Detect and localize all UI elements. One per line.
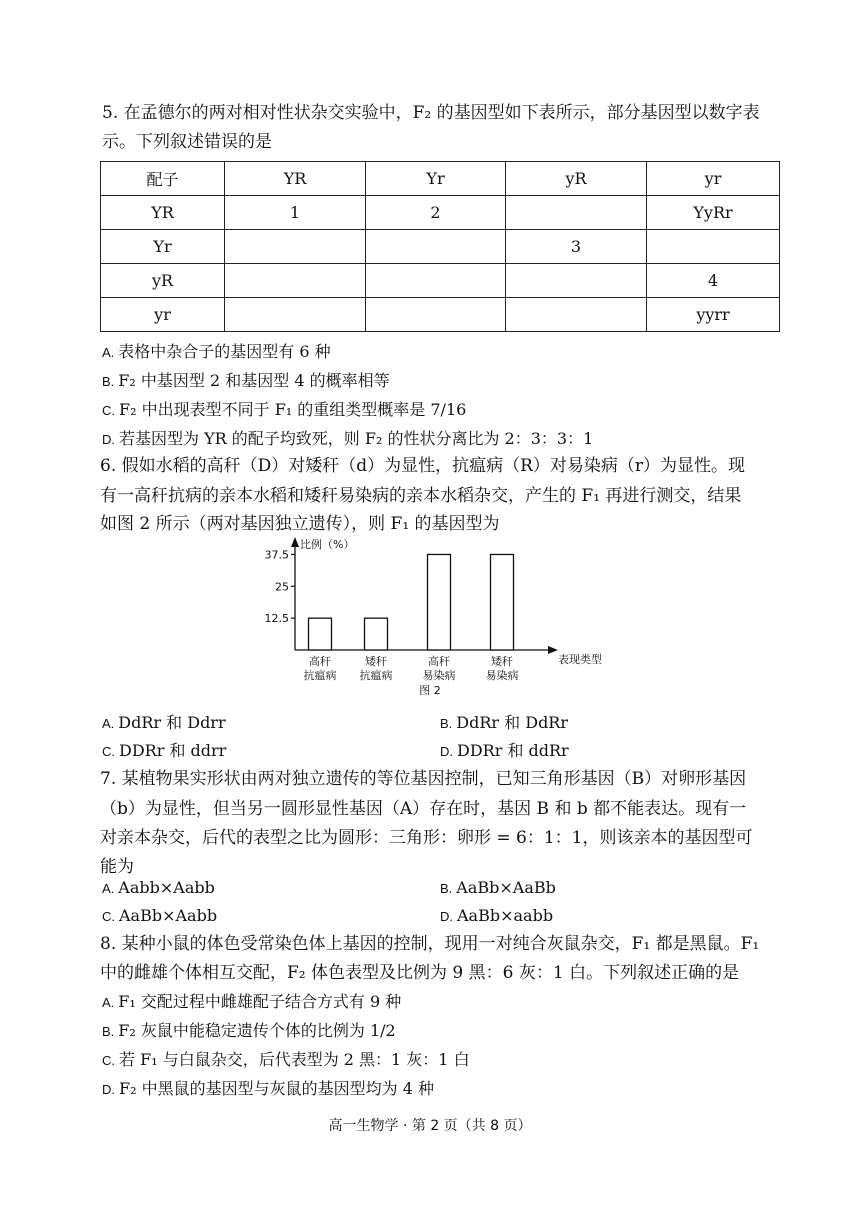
table-cell: 1: [225, 196, 366, 230]
table-cell: Yr: [101, 230, 225, 264]
q5-stem-line2: 示。下列叙述错误的是: [102, 132, 272, 152]
q6-option-b: [440, 712, 568, 735]
q8-option-c: [102, 1049, 470, 1072]
bar: [491, 554, 514, 650]
y-tick-label: 37.5: [264, 548, 289, 562]
option-text: 若基因型为 YR 的配子均致死，则 F₂ 的性状分离比为 2：3：3：1: [119, 429, 594, 448]
q5-option-c: [102, 399, 466, 422]
q8-option-d: [102, 1078, 434, 1101]
option-letter: B.: [440, 881, 453, 896]
option-letter: C.: [102, 909, 115, 924]
option-letter: C.: [102, 1053, 115, 1068]
option-letter: B.: [440, 716, 453, 731]
option-letter: C.: [102, 403, 115, 418]
option-text: DDRr 和 ddrr: [119, 741, 227, 760]
table-cell: [225, 298, 366, 332]
q7-stem-line3: 对亲本杂交，后代的表型之比为圆形：三角形：卵形 = 6：1：1，则该亲本的基因型可: [100, 828, 753, 848]
y-tick-label: 25: [275, 580, 289, 594]
table-header-cell: YR: [225, 162, 366, 196]
q6-stem-line2: 有一高秆抗病的亲本水稻和矮秆易染病的亲本水稻杂交，产生的 F₁ 再进行测交，结果: [100, 486, 742, 506]
option-text: F₂ 中基因型 2 和基因型 4 的概率相等: [118, 371, 390, 390]
table-cell: [506, 298, 647, 332]
option-letter: A.: [102, 345, 115, 360]
q7-option-d: [440, 905, 553, 928]
table-header-cell: 配子: [101, 162, 225, 196]
table-cell: [366, 264, 506, 298]
q5-stem-line1: 5. 在孟德尔的两对相对性状杂交实验中，F₂ 的基因型如下表所示，部分基因型以数字表: [102, 103, 760, 123]
option-letter: D.: [102, 432, 115, 447]
table-row: [101, 264, 780, 298]
table-cell: 2: [366, 196, 506, 230]
x-tick-label: 矮秆: [491, 655, 513, 668]
option-text: DdRr 和 DdRr: [456, 713, 569, 732]
table-cell: yr: [101, 298, 225, 332]
x-tick-label: 高秆: [309, 655, 331, 668]
q6-stem-line3: 如图 2 所示（两对基因独立遗传），则 F₁ 的基因型为: [100, 514, 500, 534]
table-cell: [225, 230, 366, 264]
q7-option-b: [440, 877, 556, 900]
q6-option-c: [102, 740, 226, 763]
x-tick-label: 抗瘟病: [359, 669, 393, 682]
option-text: AaBb×aabb: [457, 906, 554, 925]
table-cell: [506, 196, 647, 230]
test-cross-bar-chart: [245, 535, 625, 705]
bar: [428, 554, 451, 650]
option-letter: A.: [102, 716, 115, 731]
q8-option-b: [102, 1020, 396, 1043]
option-letter: D.: [440, 909, 453, 924]
table-cell: yR: [101, 264, 225, 298]
option-letter: A.: [102, 995, 115, 1010]
q8-option-a: [102, 991, 401, 1014]
table-row: [101, 298, 780, 332]
table-cell: [225, 264, 366, 298]
q6-option-d: [440, 740, 569, 763]
table-cell: [647, 230, 780, 264]
q7-option-c: [102, 905, 217, 928]
x-tick-label: 高秆: [428, 655, 450, 668]
option-text: DDRr 和 ddRr: [457, 741, 569, 760]
x-tick-label: 易染病: [422, 669, 456, 682]
x-tick-label: 抗瘟病: [303, 669, 337, 682]
table-header-row: [101, 162, 780, 196]
option-text: F₂ 中出现表型不同于 F₁ 的重组类型概率是 7/16: [119, 400, 467, 419]
bar: [309, 618, 332, 650]
option-text: F₂ 中黑鼠的基因型与灰鼠的基因型均为 4 种: [119, 1079, 434, 1098]
x-tick-label: 矮秆: [365, 655, 387, 668]
option-text: F₂ 灰鼠中能稳定遗传个体的比例为 1/2: [118, 1021, 396, 1040]
table-header-cell: Yr: [366, 162, 506, 196]
table-cell: yyrr: [647, 298, 780, 332]
figure-caption: 图 2: [419, 684, 441, 697]
option-text: F₁ 交配过程中雌雄配子结合方式有 9 种: [118, 992, 402, 1011]
table-cell: [506, 264, 647, 298]
option-letter: B.: [102, 374, 115, 389]
chart-marks: [265, 548, 519, 682]
option-text: AaBb×AaBb: [456, 878, 556, 897]
gamete-table: [100, 161, 780, 332]
y-tick-label: 12.5: [264, 612, 289, 626]
x-axis-arrow: [548, 646, 558, 654]
q8-stem-line1: 8. 某种小鼠的体色受常染色体上基因的控制，现用一对纯合灰鼠杂交，F₁ 都是黑鼠。F₁: [100, 934, 760, 954]
q5-option-b: [102, 370, 390, 393]
table-header-cell: yR: [506, 162, 647, 196]
option-text: Aabb×Aabb: [118, 878, 215, 897]
x-axis-label: 表现类型: [558, 653, 602, 666]
table-cell: YyRr: [647, 196, 780, 230]
table-cell: 4: [647, 264, 780, 298]
option-text: AaBb×Aabb: [119, 906, 218, 925]
table-header-cell: yr: [647, 162, 780, 196]
page-footer: 高一生物学 · 第 2 页（共 8 页）: [328, 1118, 532, 1134]
option-letter: C.: [102, 744, 115, 759]
option-text: 若 F₁ 与白鼠杂交，后代表型为 2 黑：1 灰：1 白: [119, 1050, 470, 1069]
q7-stem-line4: 能为: [100, 857, 134, 877]
q7-stem-line1: 7. 某植物果实形状由两对独立遗传的等位基因控制，已知三角形基因（B）对卵形基因: [100, 769, 747, 789]
table-row: [101, 196, 780, 230]
table-cell: [366, 298, 506, 332]
q7-option-a: [102, 877, 215, 900]
q5-option-d: [102, 428, 593, 451]
table-row: [101, 230, 780, 264]
option-letter: D.: [440, 744, 453, 759]
y-axis-arrow: [291, 537, 299, 547]
y-axis-label: 比例（%）: [300, 538, 355, 551]
option-letter: D.: [102, 1082, 115, 1097]
q6-option-a: [102, 712, 226, 735]
table-cell: [366, 230, 506, 264]
table-cell: YR: [101, 196, 225, 230]
q6-stem-line1: 6. 假如水稻的高秆（D）对矮秆（d）为显性，抗瘟病（R）对易染病（r）为显性。现: [100, 456, 746, 476]
q7-stem-line2: （b）为显性，但当另一圆形显性基因（A）存在时，基因 B 和 b 都不能表达。现有一: [100, 799, 747, 819]
option-letter: B.: [102, 1024, 115, 1039]
q5-option-a: [102, 341, 331, 364]
option-text: 表格中杂合子的基因型有 6 种: [118, 342, 331, 361]
x-tick-label: 易染病: [485, 669, 519, 682]
option-letter: A.: [102, 881, 115, 896]
bar: [365, 618, 388, 650]
q8-stem-line2: 中的雌雄个体相互交配，F₂ 体色表型及比例为 9 黑：6 灰：1 白。下列叙述正确的是: [100, 963, 740, 983]
option-text: DdRr 和 Ddrr: [118, 713, 226, 732]
table-cell: 3: [506, 230, 647, 264]
